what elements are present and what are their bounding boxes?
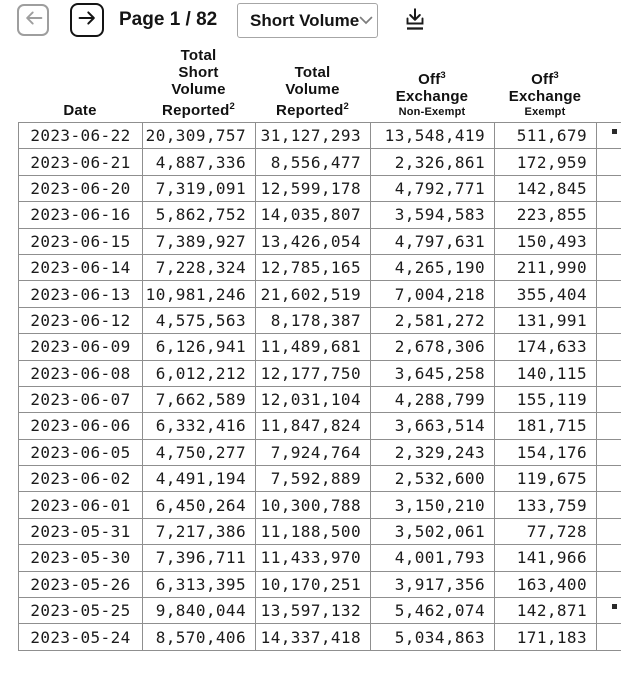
value-cell: 3,917,356 xyxy=(371,572,495,598)
value-cell: 20,309,757 xyxy=(143,123,256,149)
next-page-button[interactable] xyxy=(70,3,104,37)
date-cell: 2023-05-31 xyxy=(19,519,143,545)
clipped-next-column-cell xyxy=(597,466,621,492)
clipped-next-column-cell xyxy=(597,387,621,413)
clipped-text-fragment xyxy=(612,129,617,134)
clipped-next-column-cell xyxy=(597,361,621,387)
clipped-next-column-cell xyxy=(597,572,621,598)
data-type-select[interactable] xyxy=(237,3,378,38)
clipped-next-column-cell xyxy=(597,308,621,334)
value-cell: 7,319,091 xyxy=(143,176,256,202)
arrow-right-icon xyxy=(78,10,97,31)
value-cell: 14,035,807 xyxy=(256,202,371,228)
value-cell: 7,592,889 xyxy=(256,466,371,492)
value-cell: 3,663,514 xyxy=(371,413,495,439)
date-cell: 2023-05-24 xyxy=(19,624,143,650)
date-cell: 2023-06-02 xyxy=(19,466,143,492)
value-cell: 131,991 xyxy=(495,308,597,334)
value-cell: 3,150,210 xyxy=(371,492,495,518)
value-cell: 4,001,793 xyxy=(371,545,495,571)
value-cell: 77,728 xyxy=(495,519,597,545)
value-cell: 11,188,500 xyxy=(256,519,371,545)
value-cell: 9,840,044 xyxy=(143,598,256,624)
value-cell: 223,855 xyxy=(495,202,597,228)
date-cell: 2023-06-15 xyxy=(19,229,143,255)
clipped-next-column-cell xyxy=(597,334,621,360)
value-cell: 155,119 xyxy=(495,387,597,413)
value-cell: 13,597,132 xyxy=(256,598,371,624)
value-cell: 6,012,212 xyxy=(143,361,256,387)
clipped-text-fragment xyxy=(612,604,617,609)
data-type-select-value: Short Volume xyxy=(250,10,360,30)
value-cell: 31,127,293 xyxy=(256,123,371,149)
value-cell: 172,959 xyxy=(495,149,597,175)
value-cell: 119,675 xyxy=(495,466,597,492)
clipped-next-column-cell xyxy=(597,624,621,650)
column-header-total-short-volume-reported: Total Short Volume Reported$^2$ xyxy=(162,47,235,119)
value-cell: 7,217,386 xyxy=(143,519,256,545)
value-cell: 4,288,799 xyxy=(371,387,495,413)
value-cell: 4,887,336 xyxy=(143,149,256,175)
value-cell: 12,599,178 xyxy=(256,176,371,202)
date-cell: 2023-06-06 xyxy=(19,413,143,439)
value-cell: 4,750,277 xyxy=(143,440,256,466)
value-cell: 6,313,395 xyxy=(143,572,256,598)
value-cell: 7,228,324 xyxy=(143,255,256,281)
download-button[interactable] xyxy=(402,7,428,36)
value-cell: 8,178,387 xyxy=(256,308,371,334)
value-cell: 211,990 xyxy=(495,255,597,281)
value-cell: 12,031,104 xyxy=(256,387,371,413)
value-cell: 2,326,861 xyxy=(371,149,495,175)
value-cell: 12,177,750 xyxy=(256,361,371,387)
value-cell: 3,645,258 xyxy=(371,361,495,387)
date-cell: 2023-06-01 xyxy=(19,492,143,518)
column-header-total-volume-reported: Total Volume Reported$^2$ xyxy=(276,64,349,119)
clipped-next-column-cell xyxy=(597,440,621,466)
clipped-next-column-cell xyxy=(597,123,621,149)
date-cell: 2023-06-08 xyxy=(19,361,143,387)
value-cell: 4,575,563 xyxy=(143,308,256,334)
clipped-next-column-cell xyxy=(597,229,621,255)
date-cell: 2023-06-09 xyxy=(19,334,143,360)
date-cell: 2023-06-07 xyxy=(19,387,143,413)
value-cell: 10,981,246 xyxy=(143,281,256,307)
value-cell: 11,847,824 xyxy=(256,413,371,439)
date-cell: 2023-06-12 xyxy=(19,308,143,334)
value-cell: 171,183 xyxy=(495,624,597,650)
value-cell: 21,602,519 xyxy=(256,281,371,307)
value-cell: 6,450,264 xyxy=(143,492,256,518)
value-cell: 355,404 xyxy=(495,281,597,307)
date-cell: 2023-06-20 xyxy=(19,176,143,202)
value-cell: 174,633 xyxy=(495,334,597,360)
clipped-next-column-cell xyxy=(597,598,621,624)
value-cell: 11,433,970 xyxy=(256,545,371,571)
value-cell: 163,400 xyxy=(495,572,597,598)
chevron-down-icon xyxy=(359,12,373,30)
value-cell: 2,581,272 xyxy=(371,308,495,334)
page-indicator: Page 1 / 82 xyxy=(119,9,218,30)
value-cell: 7,396,711 xyxy=(143,545,256,571)
value-cell: 2,329,243 xyxy=(371,440,495,466)
date-cell: 2023-06-16 xyxy=(19,202,143,228)
arrow-left-icon xyxy=(24,10,43,31)
value-cell: 5,462,074 xyxy=(371,598,495,624)
value-cell: 141,966 xyxy=(495,545,597,571)
clipped-next-column-cell xyxy=(597,255,621,281)
value-cell: 13,426,054 xyxy=(256,229,371,255)
value-cell: 140,115 xyxy=(495,361,597,387)
download-icon xyxy=(403,6,427,38)
table-header-row xyxy=(18,45,621,122)
column-header-date: Date xyxy=(63,102,97,119)
column-header-off-exchange-exempt: Off$^3$ Exchange Exempt xyxy=(508,70,582,118)
value-cell: 10,300,788 xyxy=(256,492,371,518)
value-cell: 181,715 xyxy=(495,413,597,439)
clipped-next-column-cell xyxy=(597,281,621,307)
clipped-next-column-cell xyxy=(597,202,621,228)
value-cell: 7,924,764 xyxy=(256,440,371,466)
short-volume-table xyxy=(18,122,621,651)
previous-page-button[interactable] xyxy=(17,4,49,36)
value-cell: 5,034,863 xyxy=(371,624,495,650)
value-cell: 5,862,752 xyxy=(143,202,256,228)
pagination-toolbar xyxy=(0,0,621,42)
value-cell: 154,176 xyxy=(495,440,597,466)
value-cell: 6,126,941 xyxy=(143,334,256,360)
value-cell: 14,337,418 xyxy=(256,624,371,650)
clipped-next-column-cell xyxy=(597,413,621,439)
value-cell: 2,532,600 xyxy=(371,466,495,492)
value-cell: 8,556,477 xyxy=(256,149,371,175)
value-cell: 11,489,681 xyxy=(256,334,371,360)
clipped-next-column-cell xyxy=(597,176,621,202)
value-cell: 3,502,061 xyxy=(371,519,495,545)
value-cell: 6,332,416 xyxy=(143,413,256,439)
date-cell: 2023-06-22 xyxy=(19,123,143,149)
value-cell: 511,679 xyxy=(495,123,597,149)
date-cell: 2023-06-21 xyxy=(19,149,143,175)
value-cell: 150,493 xyxy=(495,229,597,255)
value-cell: 7,004,218 xyxy=(371,281,495,307)
clipped-next-column-cell xyxy=(597,492,621,518)
date-cell: 2023-05-25 xyxy=(19,598,143,624)
value-cell: 133,759 xyxy=(495,492,597,518)
value-cell: 2,678,306 xyxy=(371,334,495,360)
clipped-next-column-cell xyxy=(597,149,621,175)
value-cell: 13,548,419 xyxy=(371,123,495,149)
date-cell: 2023-05-30 xyxy=(19,545,143,571)
value-cell: 142,845 xyxy=(495,176,597,202)
value-cell: 12,785,165 xyxy=(256,255,371,281)
date-cell: 2023-06-14 xyxy=(19,255,143,281)
column-header-off-exchange-non-exempt: Off$^3$ Exchange Non-Exempt xyxy=(395,70,469,118)
value-cell: 4,265,190 xyxy=(371,255,495,281)
value-cell: 4,797,631 xyxy=(371,229,495,255)
value-cell: 7,662,589 xyxy=(143,387,256,413)
value-cell: 8,570,406 xyxy=(143,624,256,650)
date-cell: 2023-05-26 xyxy=(19,572,143,598)
date-cell: 2023-06-13 xyxy=(19,281,143,307)
clipped-next-column-cell xyxy=(597,519,621,545)
clipped-next-column-cell xyxy=(597,545,621,571)
value-cell: 3,594,583 xyxy=(371,202,495,228)
value-cell: 4,491,194 xyxy=(143,466,256,492)
value-cell: 4,792,771 xyxy=(371,176,495,202)
date-cell: 2023-06-05 xyxy=(19,440,143,466)
value-cell: 10,170,251 xyxy=(256,572,371,598)
value-cell: 7,389,927 xyxy=(143,229,256,255)
value-cell: 142,871 xyxy=(495,598,597,624)
